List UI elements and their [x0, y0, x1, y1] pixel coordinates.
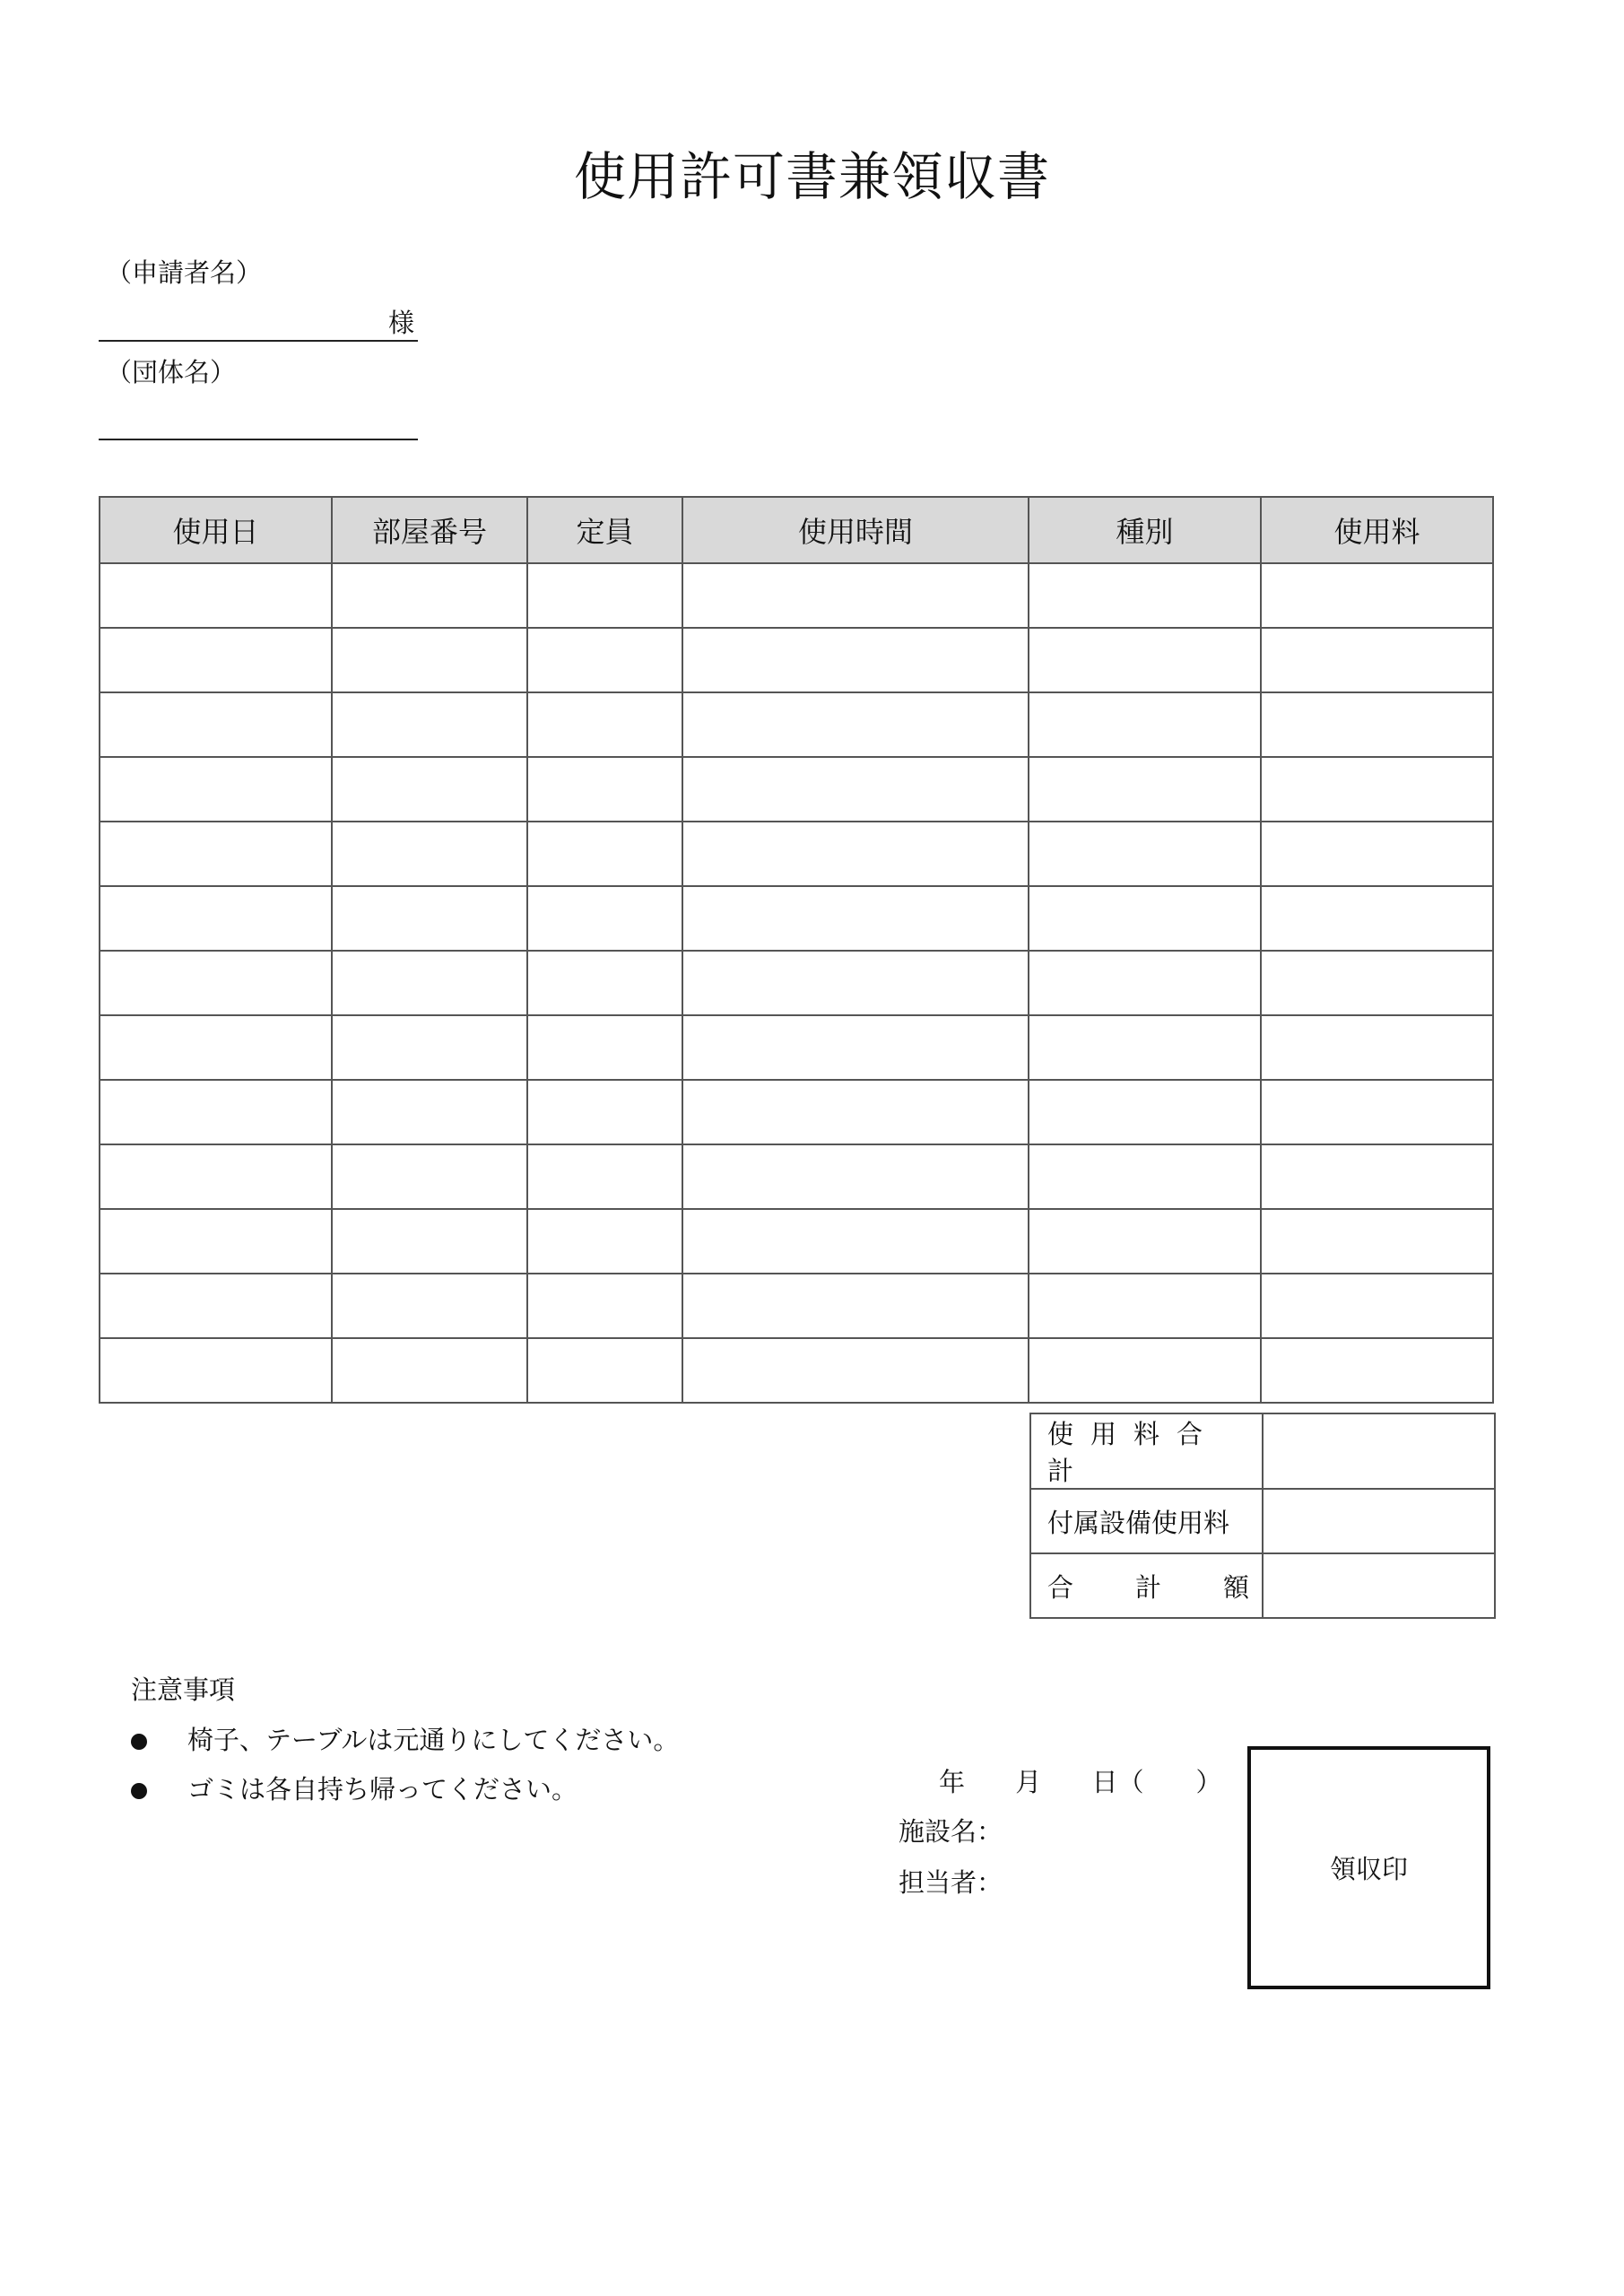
table-cell[interactable]: [527, 951, 682, 1015]
fee-total-label: 使用料合計: [1047, 1419, 1220, 1486]
date-year-label: 年: [939, 1767, 966, 1797]
table-cell[interactable]: [1029, 1274, 1261, 1338]
applicant-name-field[interactable]: [99, 340, 418, 342]
bullet-icon: [131, 1783, 147, 1799]
table-cell[interactable]: [1029, 1209, 1261, 1274]
table-cell[interactable]: [1261, 1080, 1493, 1144]
receipt-stamp-label: 領収印: [1329, 1854, 1408, 1884]
table-cell[interactable]: [1261, 628, 1493, 692]
table-cell[interactable]: [1261, 757, 1493, 822]
table-cell[interactable]: [527, 1274, 682, 1338]
table-cell[interactable]: [682, 822, 1029, 886]
grand-total-label-part: 額: [1222, 1571, 1249, 1603]
table-row: [100, 1338, 1493, 1403]
date-day-label: 日（ ）: [1091, 1767, 1222, 1797]
grand-total-label-part: 計: [1134, 1571, 1161, 1603]
table-header-row: [100, 497, 1493, 563]
table-cell[interactable]: [527, 563, 682, 628]
table-cell[interactable]: [682, 1338, 1029, 1403]
table-cell[interactable]: [682, 563, 1029, 628]
header-category: 種別: [1029, 497, 1261, 563]
table-cell[interactable]: [1261, 822, 1493, 886]
header-fee: 使用料: [1261, 497, 1493, 563]
header-usage-time: 使用時間: [682, 497, 1029, 563]
table-cell[interactable]: [1261, 1209, 1493, 1274]
summary-row-equipment-fee: [1030, 1489, 1495, 1553]
table-cell[interactable]: [332, 757, 527, 822]
table-cell[interactable]: [682, 951, 1029, 1015]
table-row: [100, 1209, 1493, 1274]
table-cell[interactable]: [100, 563, 332, 628]
table-row: [100, 757, 1493, 822]
table-cell[interactable]: [1029, 886, 1261, 951]
table-cell[interactable]: [1029, 1338, 1261, 1403]
table-cell[interactable]: [1029, 951, 1261, 1015]
grand-total-label-part: 合: [1047, 1571, 1074, 1603]
table-cell[interactable]: [332, 628, 527, 692]
table-row: [100, 692, 1493, 757]
summary-row-fee-total: [1030, 1413, 1495, 1489]
table-cell[interactable]: [100, 1015, 332, 1080]
table-cell[interactable]: [332, 1338, 527, 1403]
table-cell[interactable]: [100, 1080, 332, 1144]
table-cell[interactable]: [1029, 757, 1261, 822]
table-cell[interactable]: [332, 822, 527, 886]
group-name-label: （団体名）: [106, 357, 237, 387]
date-month-label: 月: [1015, 1767, 1042, 1797]
table-cell[interactable]: [332, 1144, 527, 1209]
table-cell[interactable]: [682, 628, 1029, 692]
grand-total-label: [1031, 1568, 1262, 1605]
header-room-number: 部屋番号: [332, 497, 527, 563]
table-cell[interactable]: [100, 1274, 332, 1338]
table-cell[interactable]: [1261, 1015, 1493, 1080]
table-cell[interactable]: [527, 1209, 682, 1274]
table-cell[interactable]: [682, 757, 1029, 822]
table-cell[interactable]: [100, 1209, 332, 1274]
summary-table: [1029, 1413, 1496, 1619]
table-row: [100, 822, 1493, 886]
table-cell[interactable]: [100, 822, 332, 886]
table-cell[interactable]: [100, 757, 332, 822]
table-cell[interactable]: [332, 692, 527, 757]
table-cell[interactable]: [527, 1080, 682, 1144]
table-cell[interactable]: [682, 692, 1029, 757]
table-cell[interactable]: [332, 1274, 527, 1338]
table-cell[interactable]: [100, 951, 332, 1015]
table-cell[interactable]: [1029, 822, 1261, 886]
table-cell[interactable]: [1261, 951, 1493, 1015]
table-cell[interactable]: [1029, 692, 1261, 757]
table-cell[interactable]: [527, 692, 682, 757]
table-cell[interactable]: [100, 1338, 332, 1403]
table-cell[interactable]: [100, 1144, 332, 1209]
table-cell[interactable]: [682, 1015, 1029, 1080]
table-row: [100, 1080, 1493, 1144]
note-text: 椅子、テーブルは元通りにしてください。: [187, 1725, 680, 1755]
note-item: [131, 1770, 578, 1806]
table-cell[interactable]: [332, 1015, 527, 1080]
note-text: ゴミは各自持ち帰ってください。: [187, 1774, 578, 1805]
equipment-fee-cell[interactable]: [1263, 1489, 1495, 1553]
table-cell[interactable]: [682, 1209, 1029, 1274]
table-cell[interactable]: [1261, 563, 1493, 628]
table-cell[interactable]: [527, 757, 682, 822]
table-cell[interactable]: [527, 628, 682, 692]
note-item: [131, 1720, 679, 1757]
table-cell[interactable]: [1261, 886, 1493, 951]
table-cell[interactable]: [527, 1015, 682, 1080]
table-row: [100, 628, 1493, 692]
equipment-fee-label: 付属設備使用料: [1030, 1489, 1263, 1553]
table-cell[interactable]: [682, 1274, 1029, 1338]
facility-name-label: 施設名：: [899, 1816, 1003, 1847]
staff-name-label: 担当者：: [899, 1867, 1003, 1898]
notes-title: 注意事項: [131, 1674, 236, 1705]
table-cell[interactable]: [332, 951, 527, 1015]
table-cell[interactable]: [1261, 1144, 1493, 1209]
header-usage-date: 使用日: [100, 497, 332, 563]
usage-table: [99, 496, 1494, 1404]
table-cell[interactable]: [682, 886, 1029, 951]
table-cell[interactable]: [527, 822, 682, 886]
honorific-label: 様: [388, 308, 415, 338]
table-row: [100, 1274, 1493, 1338]
table-cell[interactable]: [100, 692, 332, 757]
table-cell[interactable]: [332, 886, 527, 951]
table-cell[interactable]: [1029, 563, 1261, 628]
table-row: [100, 1015, 1493, 1080]
table-cell[interactable]: [1029, 1080, 1261, 1144]
table-cell[interactable]: [1029, 1015, 1261, 1080]
document-title: 使用許可書兼領収書: [573, 146, 1050, 207]
table-cell[interactable]: [682, 1144, 1029, 1209]
grand-total-cell[interactable]: [1263, 1553, 1495, 1618]
table-cell[interactable]: [1261, 692, 1493, 757]
table-cell[interactable]: [332, 1209, 527, 1274]
table-cell[interactable]: [527, 886, 682, 951]
table-cell[interactable]: [332, 563, 527, 628]
table-cell[interactable]: [527, 1144, 682, 1209]
table-cell[interactable]: [527, 1338, 682, 1403]
table-cell[interactable]: [332, 1080, 527, 1144]
issue-date: [939, 1762, 1221, 1799]
applicant-name-label: （申請者名）: [106, 257, 263, 288]
table-row: [100, 886, 1493, 951]
table-cell[interactable]: [100, 886, 332, 951]
fee-total-cell[interactable]: [1263, 1413, 1495, 1489]
table-cell[interactable]: [1261, 1274, 1493, 1338]
header-capacity: 定員: [527, 497, 682, 563]
receipt-stamp-box: [1247, 1746, 1490, 1989]
group-name-field[interactable]: [99, 439, 418, 440]
table-cell[interactable]: [1029, 1144, 1261, 1209]
summary-row-grand-total: [1030, 1553, 1495, 1618]
table-cell[interactable]: [682, 1080, 1029, 1144]
bullet-icon: [131, 1734, 147, 1750]
table-cell[interactable]: [100, 628, 332, 692]
table-cell[interactable]: [1029, 628, 1261, 692]
table-row: [100, 1144, 1493, 1209]
table-cell[interactable]: [1261, 1338, 1493, 1403]
table-row: [100, 951, 1493, 1015]
table-row: [100, 563, 1493, 628]
